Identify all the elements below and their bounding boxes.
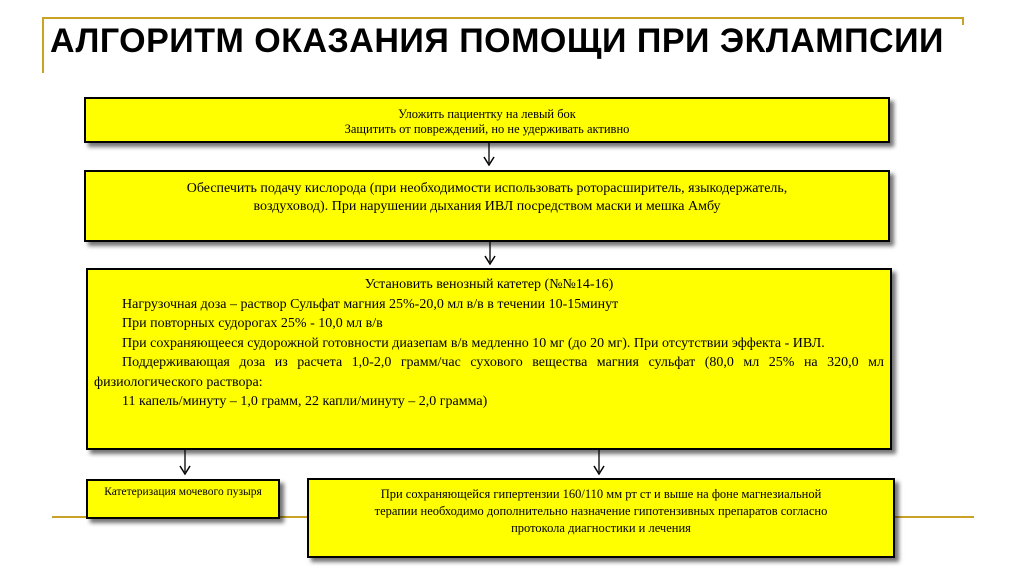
step3-loading-dose: Нагрузочная доза – раствор Сульфат магния 25%-20,0 мл в/в в течении 10-15минут [122, 296, 619, 312]
arrow-down-icon [592, 450, 606, 478]
step-hypertension-therapy [307, 478, 895, 558]
step3-heading: Установить венозный катетер (№№14-16) [364, 277, 614, 292]
step-position-patient [84, 97, 890, 143]
step-oxygen-supply [84, 170, 890, 242]
arrow-down-icon [482, 143, 496, 169]
arrow-down-icon [178, 450, 192, 478]
step5-line2: терапии необходимо дополнительно назначение гипотензивных препаратов согласно [374, 504, 828, 518]
step5-line1: При сохраняющейся гипертензии 160/110 мм рт ст и выше на фоне магнезиальной [380, 487, 822, 501]
arrow-down-icon [483, 242, 497, 268]
decor-line-top [42, 17, 964, 19]
step2-line2: воздуховод). При нарушении дыхания ИВЛ посредством маски и мешка Амбу [253, 199, 721, 214]
step5-line3: протокола диагностики и лечения [511, 521, 691, 535]
step3-persisting-seizures: При сохраняющееся судорожной готовности диазепам в/в медленно 10 мг (до 20 мг). При отсутствии эффекта - ИВЛ. [122, 335, 825, 351]
step3-maintenance-dose: Поддерживающая доза из расчета 1,0-2,0 грамм/час сухового вещества магния сульфат (80,0 мл 25% на 320,0 мл физиологического раствора: [94, 355, 884, 390]
page-title: АЛГОРИТМ ОКАЗАНИЯ ПОМОЩИ ПРИ ЭКЛАМПСИИ [50, 22, 944, 60]
step1-line1: Уложить пациентку на левый бок [398, 107, 576, 121]
step-bladder-catheterization [86, 479, 280, 519]
step1-line2: Защитить от повреждений, но не удерживать активно [344, 122, 630, 136]
step3-drip-rate: 11 капель/минуту – 1,0 грамм, 22 капли/минуту – 2,0 грамма) [122, 394, 488, 409]
decor-line-left [42, 17, 44, 73]
step2-line1: Обеспечить подачу кислорода (при необходимости использовать роторасширитель, языкодержатель, [186, 181, 788, 196]
step4-text: Катетеризация мочевого пузыря [104, 486, 262, 498]
step-venous-catheter [86, 268, 892, 450]
step3-repeat-seizures: При повторных судорогах 25% - 10,0 мл в/в [122, 316, 383, 331]
